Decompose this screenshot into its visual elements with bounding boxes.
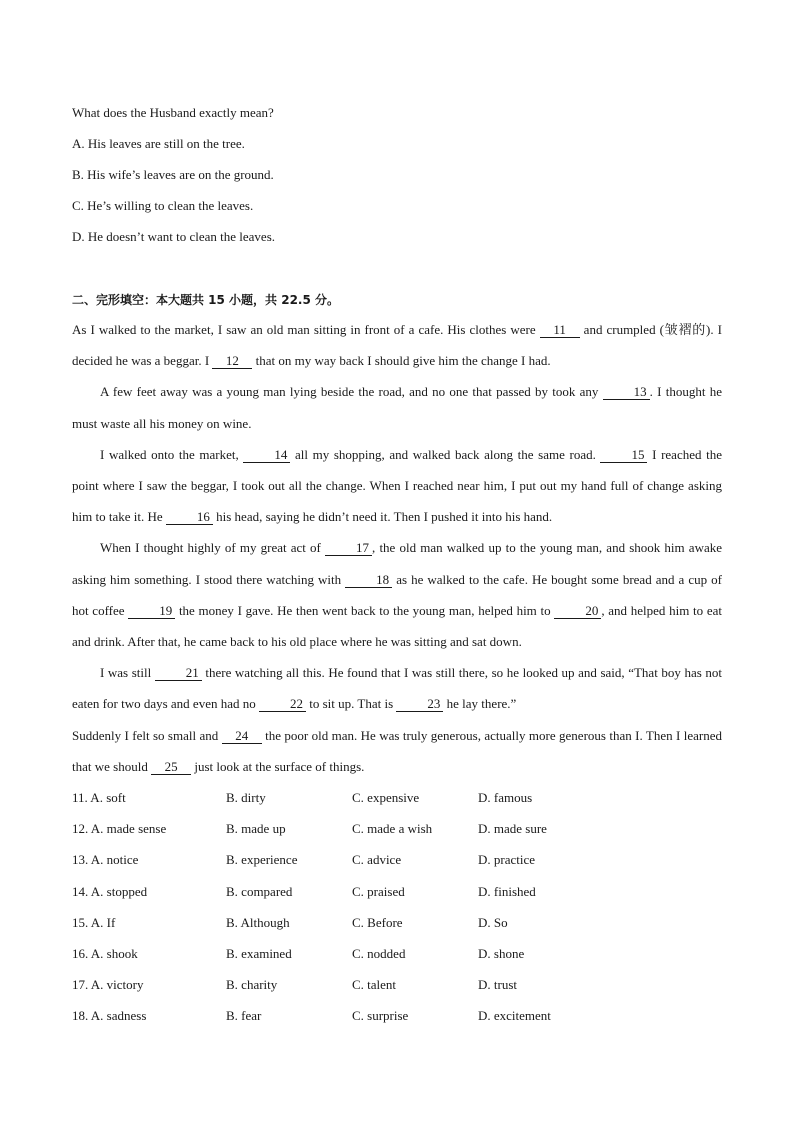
passage-text: , and helped him to eat and drink. After that, he came back to his old place where he was sitting and sat down. bbox=[72, 602, 722, 650]
passage-text: A few feet away was a young man lying beside the road, and no one that passed by took any bbox=[100, 384, 603, 400]
blank-19: 19 bbox=[128, 604, 175, 619]
passage-paragraph bbox=[72, 532, 722, 657]
passage-text: he lay there.” bbox=[443, 696, 517, 712]
passage-text: When I thought highly of my great act of bbox=[100, 540, 326, 556]
passage-text: Suddenly I felt so small and bbox=[72, 727, 222, 743]
choice-option: B. compared bbox=[226, 884, 293, 899]
passage-text: , the old man walked up to the young man, and shook him awake asking him something. I stood there watching with bbox=[72, 540, 722, 587]
choice-option: 18. A. sadness bbox=[72, 1008, 147, 1023]
choice-option: B. fear bbox=[226, 1008, 262, 1023]
choice-option: D. excitement bbox=[478, 1008, 551, 1023]
choice-option: C. surprise bbox=[352, 1008, 409, 1023]
passage-paragraph bbox=[72, 657, 722, 719]
choice-option: B. made up bbox=[226, 821, 286, 836]
blank-13: 13 bbox=[603, 385, 650, 400]
choice-option: 15. A. If bbox=[72, 915, 116, 930]
option-c: C. He’s willing to clean the leaves. bbox=[72, 198, 254, 213]
choice-option: C. made a wish bbox=[352, 821, 433, 836]
option-b: B. His wife’s leaves are on the ground. bbox=[72, 167, 274, 182]
section-title: 二、完形填空：本大题共 15 小题，共 22.5 分。 bbox=[72, 293, 340, 307]
passage-text: and crumpled (皱褶的). I decided he was a beggar. I bbox=[72, 322, 722, 369]
passage-text: just look at the surface of things. bbox=[191, 758, 365, 774]
choice-option: 16. A. shook bbox=[72, 946, 138, 961]
passage-paragraph bbox=[72, 720, 722, 782]
choice-option: B. dirty bbox=[226, 790, 266, 805]
blank-21: 21 bbox=[155, 666, 202, 681]
passage-text: I walked onto the market, bbox=[100, 446, 244, 462]
blank-15: 15 bbox=[600, 448, 647, 463]
passage-text: as he walked to the cafe. He bought some bread and a cup of hot coffee bbox=[72, 571, 722, 618]
choice-option: C. Before bbox=[352, 915, 403, 930]
blank-12: 12 bbox=[212, 354, 252, 369]
choice-option: B. examined bbox=[226, 946, 292, 961]
blank-16: 16 bbox=[166, 510, 213, 525]
passage-text: to sit up. That is bbox=[306, 696, 397, 712]
passage-text: I reached the point where I saw the beggar, I took out all the change. When I reached near him, I put out my hand full of change asking him to take it. He bbox=[72, 446, 722, 525]
passage-text: the poor old man. He was truly generous, actually more generous than I. Then I learned that we should bbox=[72, 727, 722, 774]
option-d: D. He doesn’t want to clean the leaves. bbox=[72, 229, 275, 244]
choice-row bbox=[72, 976, 722, 994]
choice-row bbox=[72, 789, 722, 807]
blank-22: 22 bbox=[259, 697, 306, 712]
passage-text: . I thought he must waste all his money on wine. bbox=[72, 384, 722, 431]
choice-option: C. expensive bbox=[352, 790, 420, 805]
choice-option: 14. A. stopped bbox=[72, 884, 148, 899]
choice-option: D. made sure bbox=[478, 821, 547, 836]
blank-23: 23 bbox=[396, 697, 443, 712]
choice-option: C. talent bbox=[352, 977, 397, 992]
choice-option: D. So bbox=[478, 915, 508, 930]
blank-20: 20 bbox=[554, 604, 601, 619]
passage-text: As I walked to the market, I saw an old man sitting in front of a cafe. His clothes were bbox=[72, 322, 540, 337]
choice-row bbox=[72, 851, 722, 869]
choice-option: B. experience bbox=[226, 852, 298, 867]
passage-text: his head, saying he didn’t need it. Then I pushed it into his hand. bbox=[212, 509, 553, 525]
passage-text: all my shopping, and walked back along the same road. bbox=[290, 446, 601, 462]
choice-option: D. finished bbox=[478, 884, 536, 899]
blank-25: 25 bbox=[151, 760, 191, 775]
choice-option: 11. A. soft bbox=[72, 790, 126, 805]
choice-option: D. famous bbox=[478, 790, 533, 805]
choice-row bbox=[72, 945, 722, 963]
choice-row bbox=[72, 883, 722, 901]
choice-option: B. Although bbox=[226, 915, 290, 930]
choice-row bbox=[72, 1007, 722, 1025]
question-prompt: What does the Husband exactly mean? bbox=[72, 105, 274, 120]
option-a: A. His leaves are still on the tree. bbox=[72, 136, 245, 151]
choice-option: D. shone bbox=[478, 946, 525, 961]
choice-row bbox=[72, 820, 722, 838]
blank-14: 14 bbox=[243, 448, 290, 463]
blank-18: 18 bbox=[345, 573, 392, 588]
passage-paragraph bbox=[72, 314, 722, 376]
choice-option: 12. A. made sense bbox=[72, 821, 167, 836]
passage-text: there watching all this. He found that I was still there, so he looked up and said, “That boy has not eaten for two days and even had no bbox=[72, 665, 722, 712]
passage-paragraph bbox=[72, 376, 722, 438]
choice-option: C. praised bbox=[352, 884, 405, 899]
blank-17: 17 bbox=[325, 541, 372, 556]
choice-option: D. practice bbox=[478, 852, 536, 867]
choice-option: D. trust bbox=[478, 977, 517, 992]
choice-option: C. nodded bbox=[352, 946, 406, 961]
passage-paragraph bbox=[72, 439, 722, 533]
passage-text: I was still bbox=[100, 665, 155, 681]
blank-11: 11 bbox=[540, 323, 580, 338]
choice-row bbox=[72, 914, 722, 932]
passage-text: that on my way back I should give him the change I had. bbox=[252, 353, 551, 369]
passage-text: the money I gave. He then went back to the young man, helped him to bbox=[175, 602, 555, 618]
choice-option: C. advice bbox=[352, 852, 402, 867]
choice-option: 17. A. victory bbox=[72, 977, 144, 992]
choice-option: B. charity bbox=[226, 977, 278, 992]
choice-option: 13. A. notice bbox=[72, 852, 139, 867]
cloze-passage bbox=[72, 314, 722, 782]
blank-24: 24 bbox=[222, 729, 262, 744]
